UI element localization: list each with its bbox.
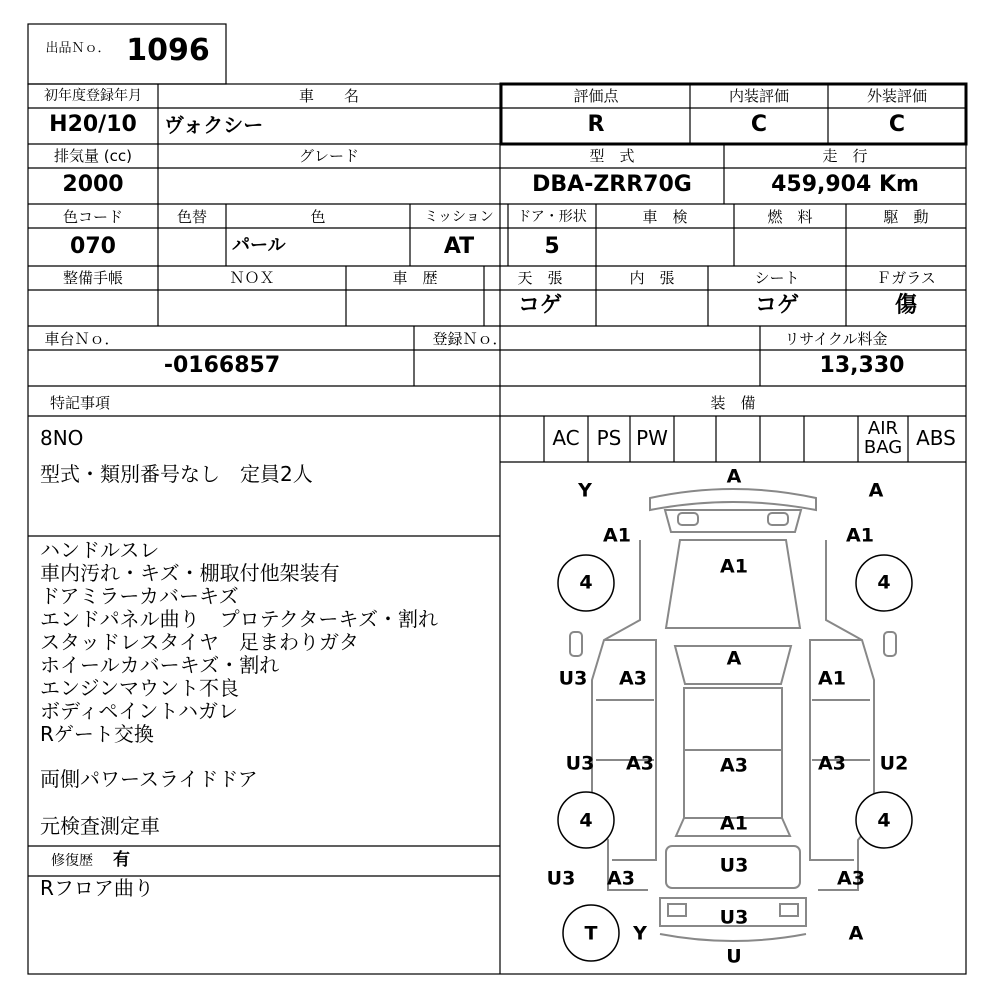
damage-mark: A1 bbox=[603, 524, 631, 547]
damage-mark: A3 bbox=[720, 754, 748, 777]
note-line: ホイールカバーキズ・割れ bbox=[40, 653, 280, 677]
mileage-value: 459,904 Km bbox=[771, 172, 919, 197]
note-line: 車内汚れ・キズ・棚取付他架装有 bbox=[40, 561, 340, 585]
damage-mark: A1 bbox=[818, 667, 846, 690]
damage-mark: 4 bbox=[877, 571, 891, 594]
car-name-label: 車 名 bbox=[298, 87, 360, 105]
equipment-label: 装 備 bbox=[710, 394, 756, 412]
nox-label: ＮＯＸ bbox=[229, 269, 275, 287]
damage-mark: A3 bbox=[626, 752, 654, 775]
damage-mark: U3 bbox=[719, 854, 749, 877]
lot-number: 1096 bbox=[126, 33, 210, 68]
damage-mark: T bbox=[584, 922, 598, 945]
interior-trim-label: 内 張 bbox=[629, 269, 675, 287]
repaint-label: 色替 bbox=[176, 208, 208, 226]
chassis-label: 車台Ｎｏ． bbox=[44, 330, 120, 348]
displacement-label: 排気量 (cc) bbox=[54, 147, 132, 165]
recycle-value: 13,330 bbox=[819, 353, 905, 378]
exterior-value: C bbox=[888, 112, 906, 137]
damage-mark: U3 bbox=[719, 906, 749, 929]
door-value: 5 bbox=[544, 234, 560, 259]
ceiling-value: コゲ bbox=[517, 293, 563, 318]
glass-label: Ｆガラス bbox=[876, 269, 936, 287]
damage-mark: A bbox=[868, 479, 884, 502]
damage-mark: Y bbox=[578, 479, 592, 502]
damage-mark: A bbox=[726, 647, 742, 670]
note-line: Rゲート交換 bbox=[40, 722, 154, 746]
first-reg-value: H20/10 bbox=[49, 112, 137, 137]
car-name-value: ヴォクシー bbox=[164, 113, 264, 137]
damage-mark: A1 bbox=[720, 555, 748, 578]
chassis-value: -0166857 bbox=[163, 353, 281, 378]
damage-mark: A3 bbox=[607, 867, 635, 890]
damage-mark: A bbox=[848, 922, 864, 945]
color-value: パール bbox=[232, 235, 286, 256]
equipment-abs: ABS bbox=[916, 426, 956, 450]
note-line: エンジンマウント不良 bbox=[40, 676, 239, 700]
interior-value: C bbox=[750, 112, 768, 137]
mission-value: AT bbox=[443, 234, 475, 259]
damage-mark: U bbox=[726, 945, 742, 968]
damage-mark: 4 bbox=[877, 809, 891, 832]
note-line: スタッドレスタイヤ 足まわりガタ bbox=[40, 630, 359, 654]
damage-mark: Y bbox=[633, 922, 647, 945]
grade-label: グレード bbox=[298, 147, 360, 165]
damage-mark: A1 bbox=[846, 524, 874, 547]
registration-label: 登録Ｎｏ． bbox=[432, 330, 508, 348]
note-line: ハンドルスレ bbox=[40, 538, 160, 562]
damage-mark: A3 bbox=[837, 867, 865, 890]
color-label: 色 bbox=[310, 208, 326, 226]
note-line: 型式・類別番号なし 定員2人 bbox=[40, 462, 313, 486]
maintenance-label: 整備手帳 bbox=[62, 269, 124, 287]
note-line: ドアミラーカバーキズ bbox=[40, 584, 239, 608]
damage-mark: A1 bbox=[720, 812, 748, 835]
damage-mark: A bbox=[726, 465, 742, 488]
exterior-label: 外装評価 bbox=[866, 87, 928, 105]
lot-label: 出品Ｎｏ． bbox=[45, 41, 111, 56]
glass-value: 傷 bbox=[894, 293, 918, 318]
damage-mark: 4 bbox=[579, 571, 593, 594]
inspection-label: 車 検 bbox=[642, 208, 688, 226]
damage-mark: 4 bbox=[579, 809, 593, 832]
note-line: 8NO bbox=[40, 426, 84, 450]
note-line: 両側パワースライドドア bbox=[40, 767, 258, 791]
model-label: 型 式 bbox=[589, 147, 635, 165]
mileage-label: 走 行 bbox=[822, 147, 868, 165]
seat-label: シート bbox=[754, 269, 800, 287]
history-label: 車 歴 bbox=[392, 269, 438, 287]
damage-mark: A3 bbox=[619, 667, 647, 690]
damage-mark: U3 bbox=[558, 667, 588, 690]
notes-label: 特記事項 bbox=[49, 394, 111, 412]
damage-mark: U3 bbox=[565, 752, 595, 775]
drive-label: 駆 動 bbox=[883, 208, 929, 226]
note-line: エンドパネル曲り プロテクターキズ・割れ bbox=[40, 607, 438, 631]
repair-value: 有 bbox=[113, 850, 130, 870]
first-reg-label: 初年度登録年月 bbox=[44, 88, 142, 104]
damage-mark: U2 bbox=[879, 752, 909, 775]
note-line: ボディペイントハガレ bbox=[40, 699, 238, 723]
equipment-ac: AC bbox=[552, 426, 580, 450]
repair-note: Rフロア曲り bbox=[40, 876, 154, 900]
score-value: R bbox=[587, 112, 605, 137]
equipment-airbag: AIR BAG bbox=[863, 418, 903, 458]
equipment-pw: PW bbox=[636, 426, 668, 450]
model-value: DBA-ZRR70G bbox=[532, 172, 692, 197]
interior-label: 内装評価 bbox=[728, 87, 790, 105]
equipment-ps: PS bbox=[596, 426, 622, 450]
seat-value: コゲ bbox=[754, 293, 800, 318]
ceiling-label: 天 張 bbox=[517, 269, 563, 287]
door-label: ドア・形状 bbox=[517, 209, 587, 225]
mission-label: ミッション bbox=[424, 209, 494, 225]
displacement-value: 2000 bbox=[62, 172, 124, 197]
color-code-label: 色コード bbox=[62, 208, 124, 226]
score-label: 評価点 bbox=[573, 87, 619, 105]
damage-mark: U3 bbox=[546, 867, 576, 890]
recycle-label: リサイクル料金 bbox=[784, 330, 888, 348]
repair-label: 修復歴 bbox=[51, 853, 93, 869]
damage-mark: A3 bbox=[818, 752, 846, 775]
fuel-label: 燃 料 bbox=[767, 208, 813, 226]
note-line: 元検査測定車 bbox=[40, 814, 160, 838]
color-code-value: 070 bbox=[70, 234, 116, 259]
